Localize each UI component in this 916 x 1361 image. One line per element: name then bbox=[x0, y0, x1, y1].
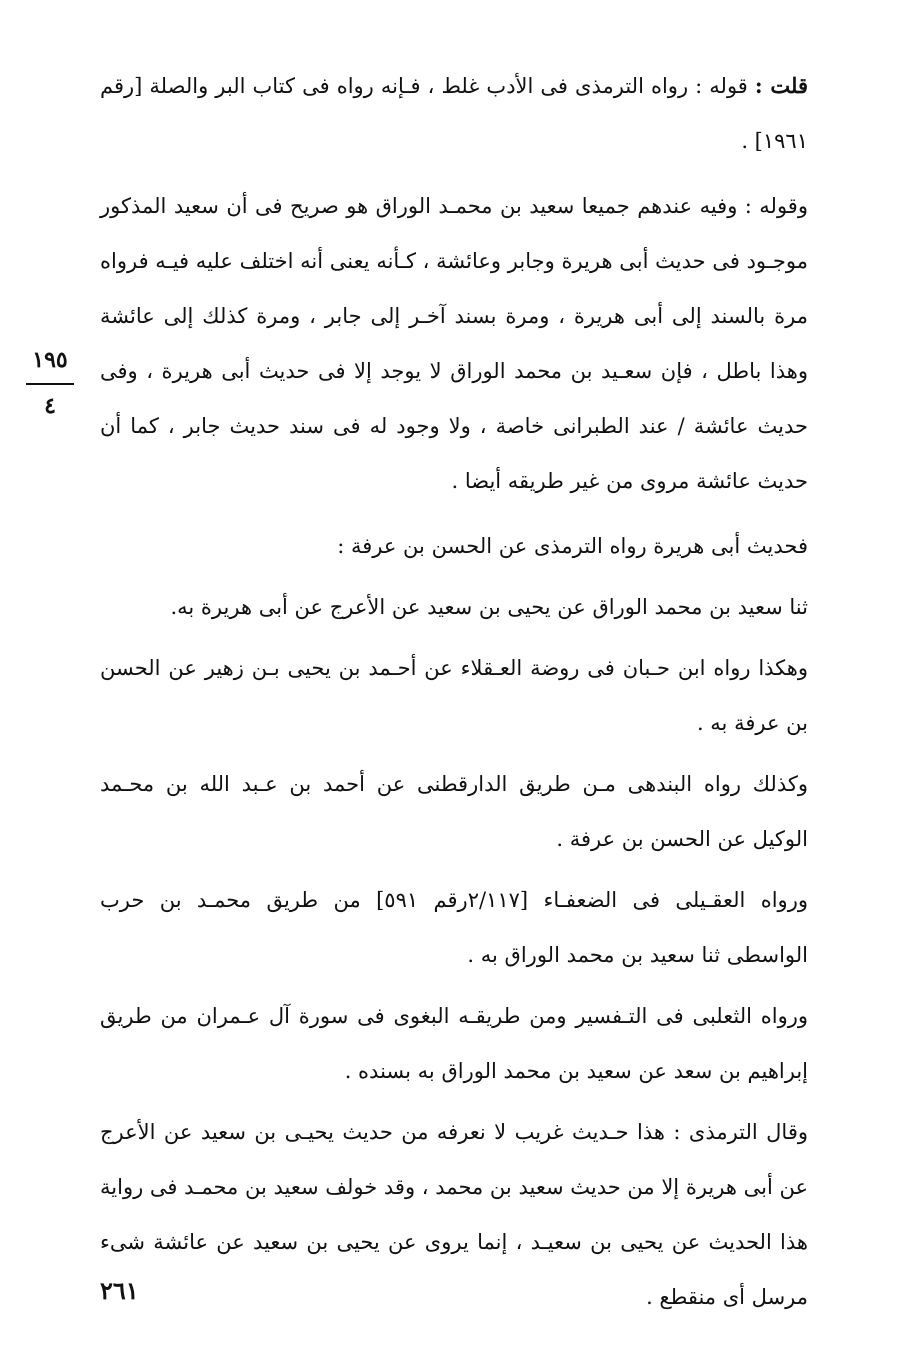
paragraph-text: وقال الترمذى : هذا حـديث غريب لا نعرفه من حديث يحيـى بن سعيد عن الأعرج عن أبى هريرة إلا من حديث سعيد بن محمد ، وقد خولف سعيد بن محمـد فى رواية هذا الحديث عن يحيى بن سعيـد ، إنما يروى عن يحيى بن سعيد عن عائشة شىء مرسل أى منقطع . bbox=[100, 1120, 808, 1309]
paragraph-text: فحديث أبى هريرة رواه الترمذى عن الحسن بن عرفة : bbox=[337, 534, 808, 558]
folio-number: ١٩٥ bbox=[32, 347, 68, 373]
paragraph-lead: قلت : bbox=[754, 73, 808, 98]
paragraph-7 bbox=[100, 873, 808, 983]
paragraph-text: قوله : رواه الترمذى فى الأدب غلط ، فـإنه رواه فى كتاب البر والصلة [رقم ١٩٦١] . bbox=[100, 74, 808, 153]
body-text bbox=[100, 58, 808, 1331]
paragraph-4 bbox=[100, 580, 808, 635]
paragraph-text: وهكذا رواه ابن حـبان فى روضة العـقلاء عن أحـمد بن يحيى بـن زهير عن الحسن بن عرفة به . bbox=[100, 656, 808, 735]
paragraph-text: ورواه الثعلبى فى التـفسير ومن طريقـه البغوى فى سورة آل عـمران من طريق إبراهيم بن سعد عن سعيد بن محمد الوراق به بسنده . bbox=[100, 1004, 808, 1083]
page-number: ٢٦١ bbox=[100, 1276, 139, 1305]
paragraph-text: ورواه العقـيلى فى الضعفـاء [٢/١١٧رقم ٥٩١] من طريق محمـد بن حرب الواسطى ثنا سعيد بن محمد الوراق به . bbox=[100, 888, 808, 967]
paragraph-text: وقوله : وفيه عندهم جميعا سعيد بن محمـد الوراق هو صريح فى أن سعيد المذكور موجـود فى حديث أبى هريرة وجابر وعائشة ، كـأنه يعنى أنه اختلف عليه فيـه فرواه مرة بالسند إلى أبى هريرة ، ومرة بسند آخـر إلى جابر ، ومرة كذلك إلى عائشة وهذا باطل ، فإن سعـيد بن محمد الوراق لا يوجد إلا فى حديث أبى هريرة ، وفى حديث عائشة / عند الطبرانى خاصة ، ولا وجود له فى سند حديث جابر ، كما أن حديث عائشة مروى من غير طريقه أيضا . bbox=[100, 194, 808, 493]
paragraph-8 bbox=[100, 989, 808, 1099]
folio-side: ٤ bbox=[44, 393, 56, 419]
paragraph-5 bbox=[100, 641, 808, 751]
paragraph-2 bbox=[100, 179, 808, 509]
paragraph-text: ثنا سعيد بن محمد الوراق عن يحيى بن سعيد عن الأعرج عن أبى هريرة به. bbox=[170, 595, 808, 619]
manuscript-folio-note bbox=[22, 345, 78, 421]
paragraph-3 bbox=[100, 519, 808, 574]
paragraph-6 bbox=[100, 757, 808, 867]
paragraph-1 bbox=[100, 58, 808, 169]
paragraph-9 bbox=[100, 1105, 808, 1325]
folio-divider bbox=[26, 383, 74, 385]
paragraph-text: وكذلك رواه البندهى مـن طريق الدارقطنى عن أحمد بن عـبد الله بن محـمد الوكيل عن الحسن بن عرفة . bbox=[100, 772, 808, 851]
